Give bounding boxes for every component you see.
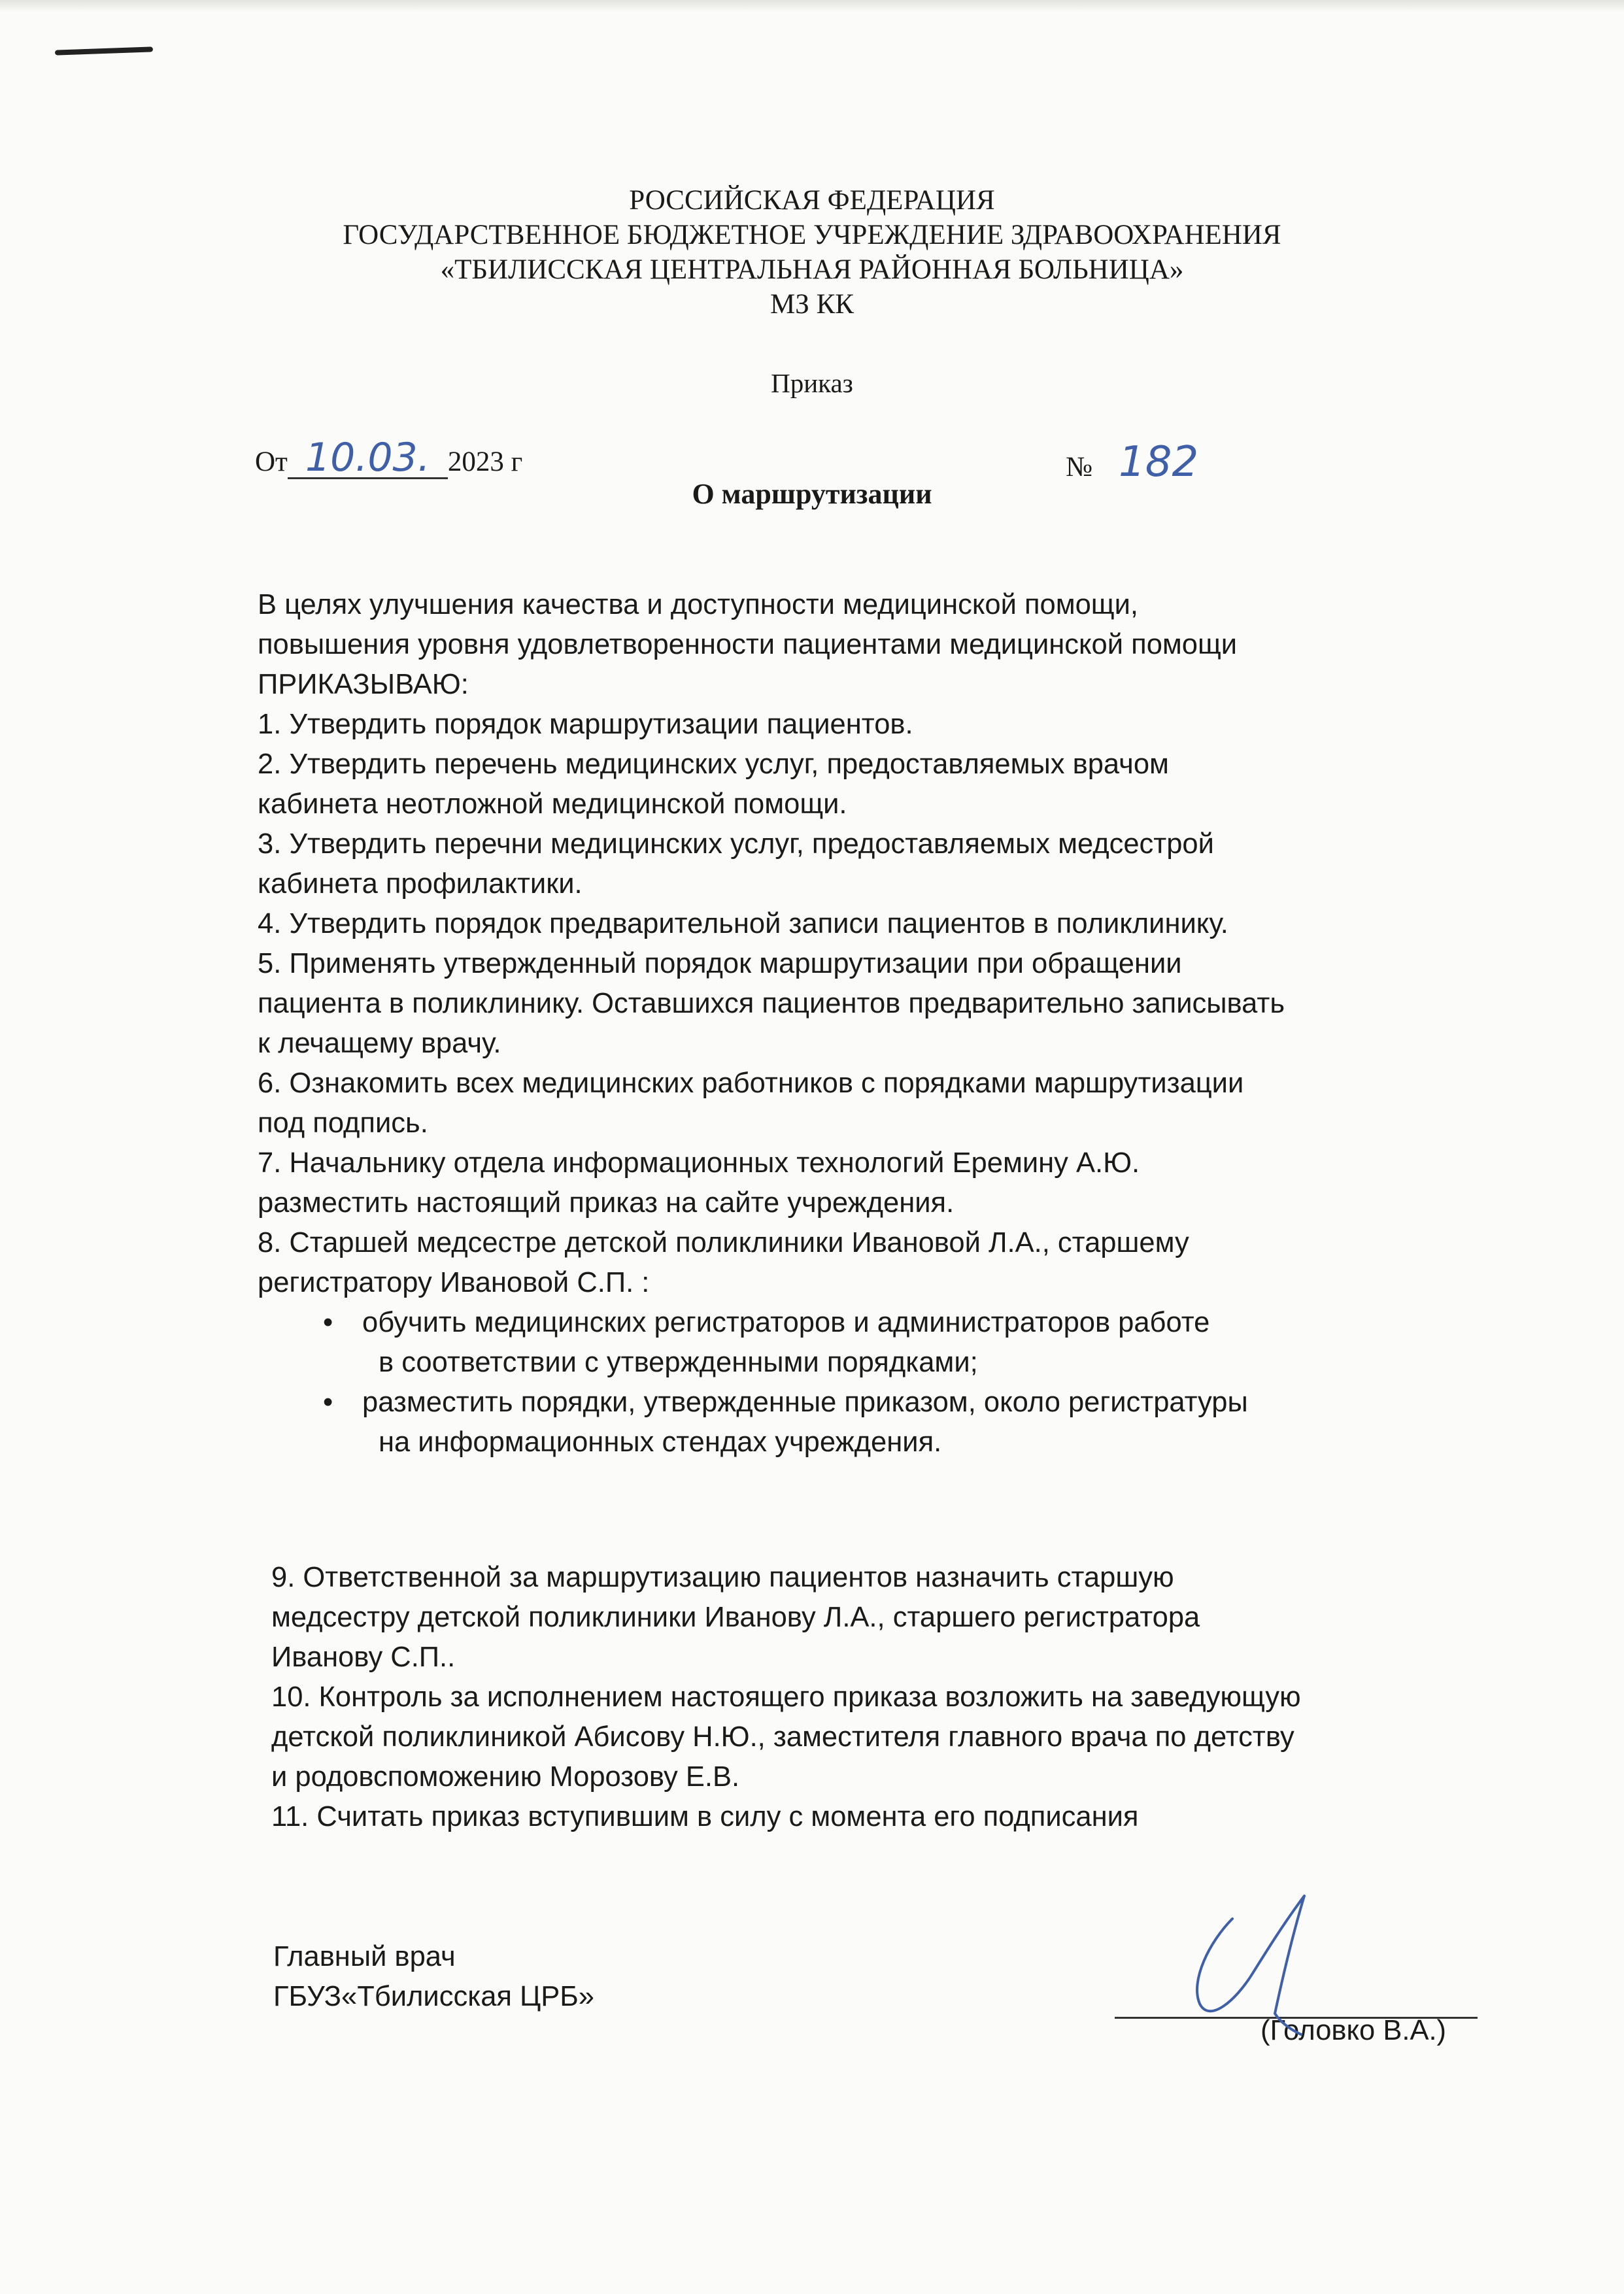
- body-line: под подпись.: [258, 1107, 428, 1139]
- scan-mark: [55, 46, 153, 55]
- bullet-dot: •: [323, 1387, 333, 1418]
- order-date: [255, 435, 523, 481]
- bullet-line: на информационных стендах учреждения.: [379, 1426, 942, 1458]
- body-line: 6. Ознакомить всех медицинских работников с порядками маршрутизации: [258, 1068, 1244, 1099]
- body-line: В целях улучшения качества и доступности медицинской помощи,: [258, 589, 1138, 620]
- number-symbol: №: [1066, 452, 1093, 482]
- scan-edge-shadow: [0, 0, 1624, 12]
- body-line: 11. Считать приказ вступившим в силу с момента его подписания: [271, 1801, 1139, 1832]
- bullet-line: обучить медицинских регистраторов и администраторов работе: [362, 1307, 1210, 1338]
- body-line: 7. Начальнику отдела информационных технологий Еремину А.Ю.: [258, 1147, 1140, 1179]
- handwritten-number: 182: [1119, 438, 1199, 486]
- body-line: 5. Применять утвержденный порядок маршрутизации при обращении: [258, 948, 1182, 979]
- bullet-line: разместить порядки, утвержденные приказом, около регистратуры: [362, 1387, 1248, 1418]
- body-line: и родовспоможению Морозову Е.В.: [271, 1761, 740, 1793]
- header-ministry: МЗ КК: [770, 289, 854, 320]
- date-prefix: От: [255, 447, 288, 477]
- header-institution-type: ГОСУДАРСТВЕННОЕ БЮДЖЕТНОЕ УЧРЕЖДЕНИЕ ЗДРАВООХРАНЕНИЯ: [343, 220, 1281, 250]
- bullet-dot: •: [323, 1307, 333, 1338]
- body-line: разместить настоящий приказ на сайте учреждения.: [258, 1187, 955, 1219]
- handwritten-signature: [1170, 1883, 1340, 2040]
- order-title: О маршрутизации: [692, 478, 932, 510]
- body-line: 9. Ответственной за маршрутизацию пациентов назначить старшую: [271, 1562, 1174, 1593]
- body-line: Иванову С.П..: [271, 1642, 456, 1673]
- body-line: 2. Утвердить перечень медицинских услуг, предоставляемых врачом: [258, 749, 1169, 780]
- body-line: 8. Старшей медсестре детской поликлиники Ивановой Л.А., старшему: [258, 1227, 1189, 1258]
- body-line: пациента в поликлинику. Оставшихся пациентов предварительно записывать: [258, 988, 1285, 1019]
- body-line: 4. Утвердить порядок предварительной записи пациентов в поликлинику.: [258, 908, 1228, 939]
- signatory-position: Главный врач: [273, 1941, 456, 1972]
- body-line: регистратору Ивановой С.П. :: [258, 1267, 650, 1298]
- body-line: 1. Утвердить порядок маршрутизации пациентов.: [258, 709, 913, 740]
- order-body: [258, 585, 1539, 1462]
- body-line: 3. Утвердить перечни медицинских услуг, предоставляемых медсестрой: [258, 828, 1214, 860]
- bullet-list: [258, 1303, 1539, 1462]
- body-line: кабинета профилактики.: [258, 868, 583, 900]
- order-body-continued: [271, 1558, 1553, 1837]
- date-suffix: 2023 г: [447, 447, 523, 477]
- body-line: 10. Контроль за исполнением настоящего приказа возложить на заведующую: [271, 1681, 1301, 1713]
- bullet-line: в соответствии с утвержденными порядками;: [379, 1347, 978, 1378]
- header-institution-name: «ТБИЛИССКАЯ ЦЕНТРАЛЬНАЯ РАЙОННАЯ БОЛЬНИЦА»: [440, 254, 1184, 285]
- header-country: РОССИЙСКАЯ ФЕДЕРАЦИЯ: [629, 185, 995, 216]
- document-type: Приказ: [771, 368, 853, 398]
- signatory-organization: ГБУЗ«Тбилисская ЦРБ»: [273, 1981, 594, 2012]
- body-line: детской поликлиникой Абисову Н.Ю., заместителя главного врача по детству: [271, 1721, 1294, 1753]
- bullet-item: [258, 1303, 1539, 1383]
- bullet-item: [258, 1383, 1539, 1462]
- signatory-name: (Головко В.А.): [1260, 2015, 1447, 2046]
- body-line: повышения уровня удовлетворенности пациентами медицинской помощи: [258, 629, 1238, 660]
- org-header: [0, 183, 1624, 322]
- handwritten-date: 10.03.: [288, 438, 448, 479]
- body-line: ПРИКАЗЫВАЮ:: [258, 669, 469, 700]
- body-line: к лечащему врачу.: [258, 1028, 501, 1059]
- body-line: кабинета неотложной медицинской помощи.: [258, 788, 847, 820]
- body-line: медсестру детской поликлиники Иванову Л.А., старшего регистратора: [271, 1602, 1200, 1633]
- signatory-block: [273, 1937, 594, 2017]
